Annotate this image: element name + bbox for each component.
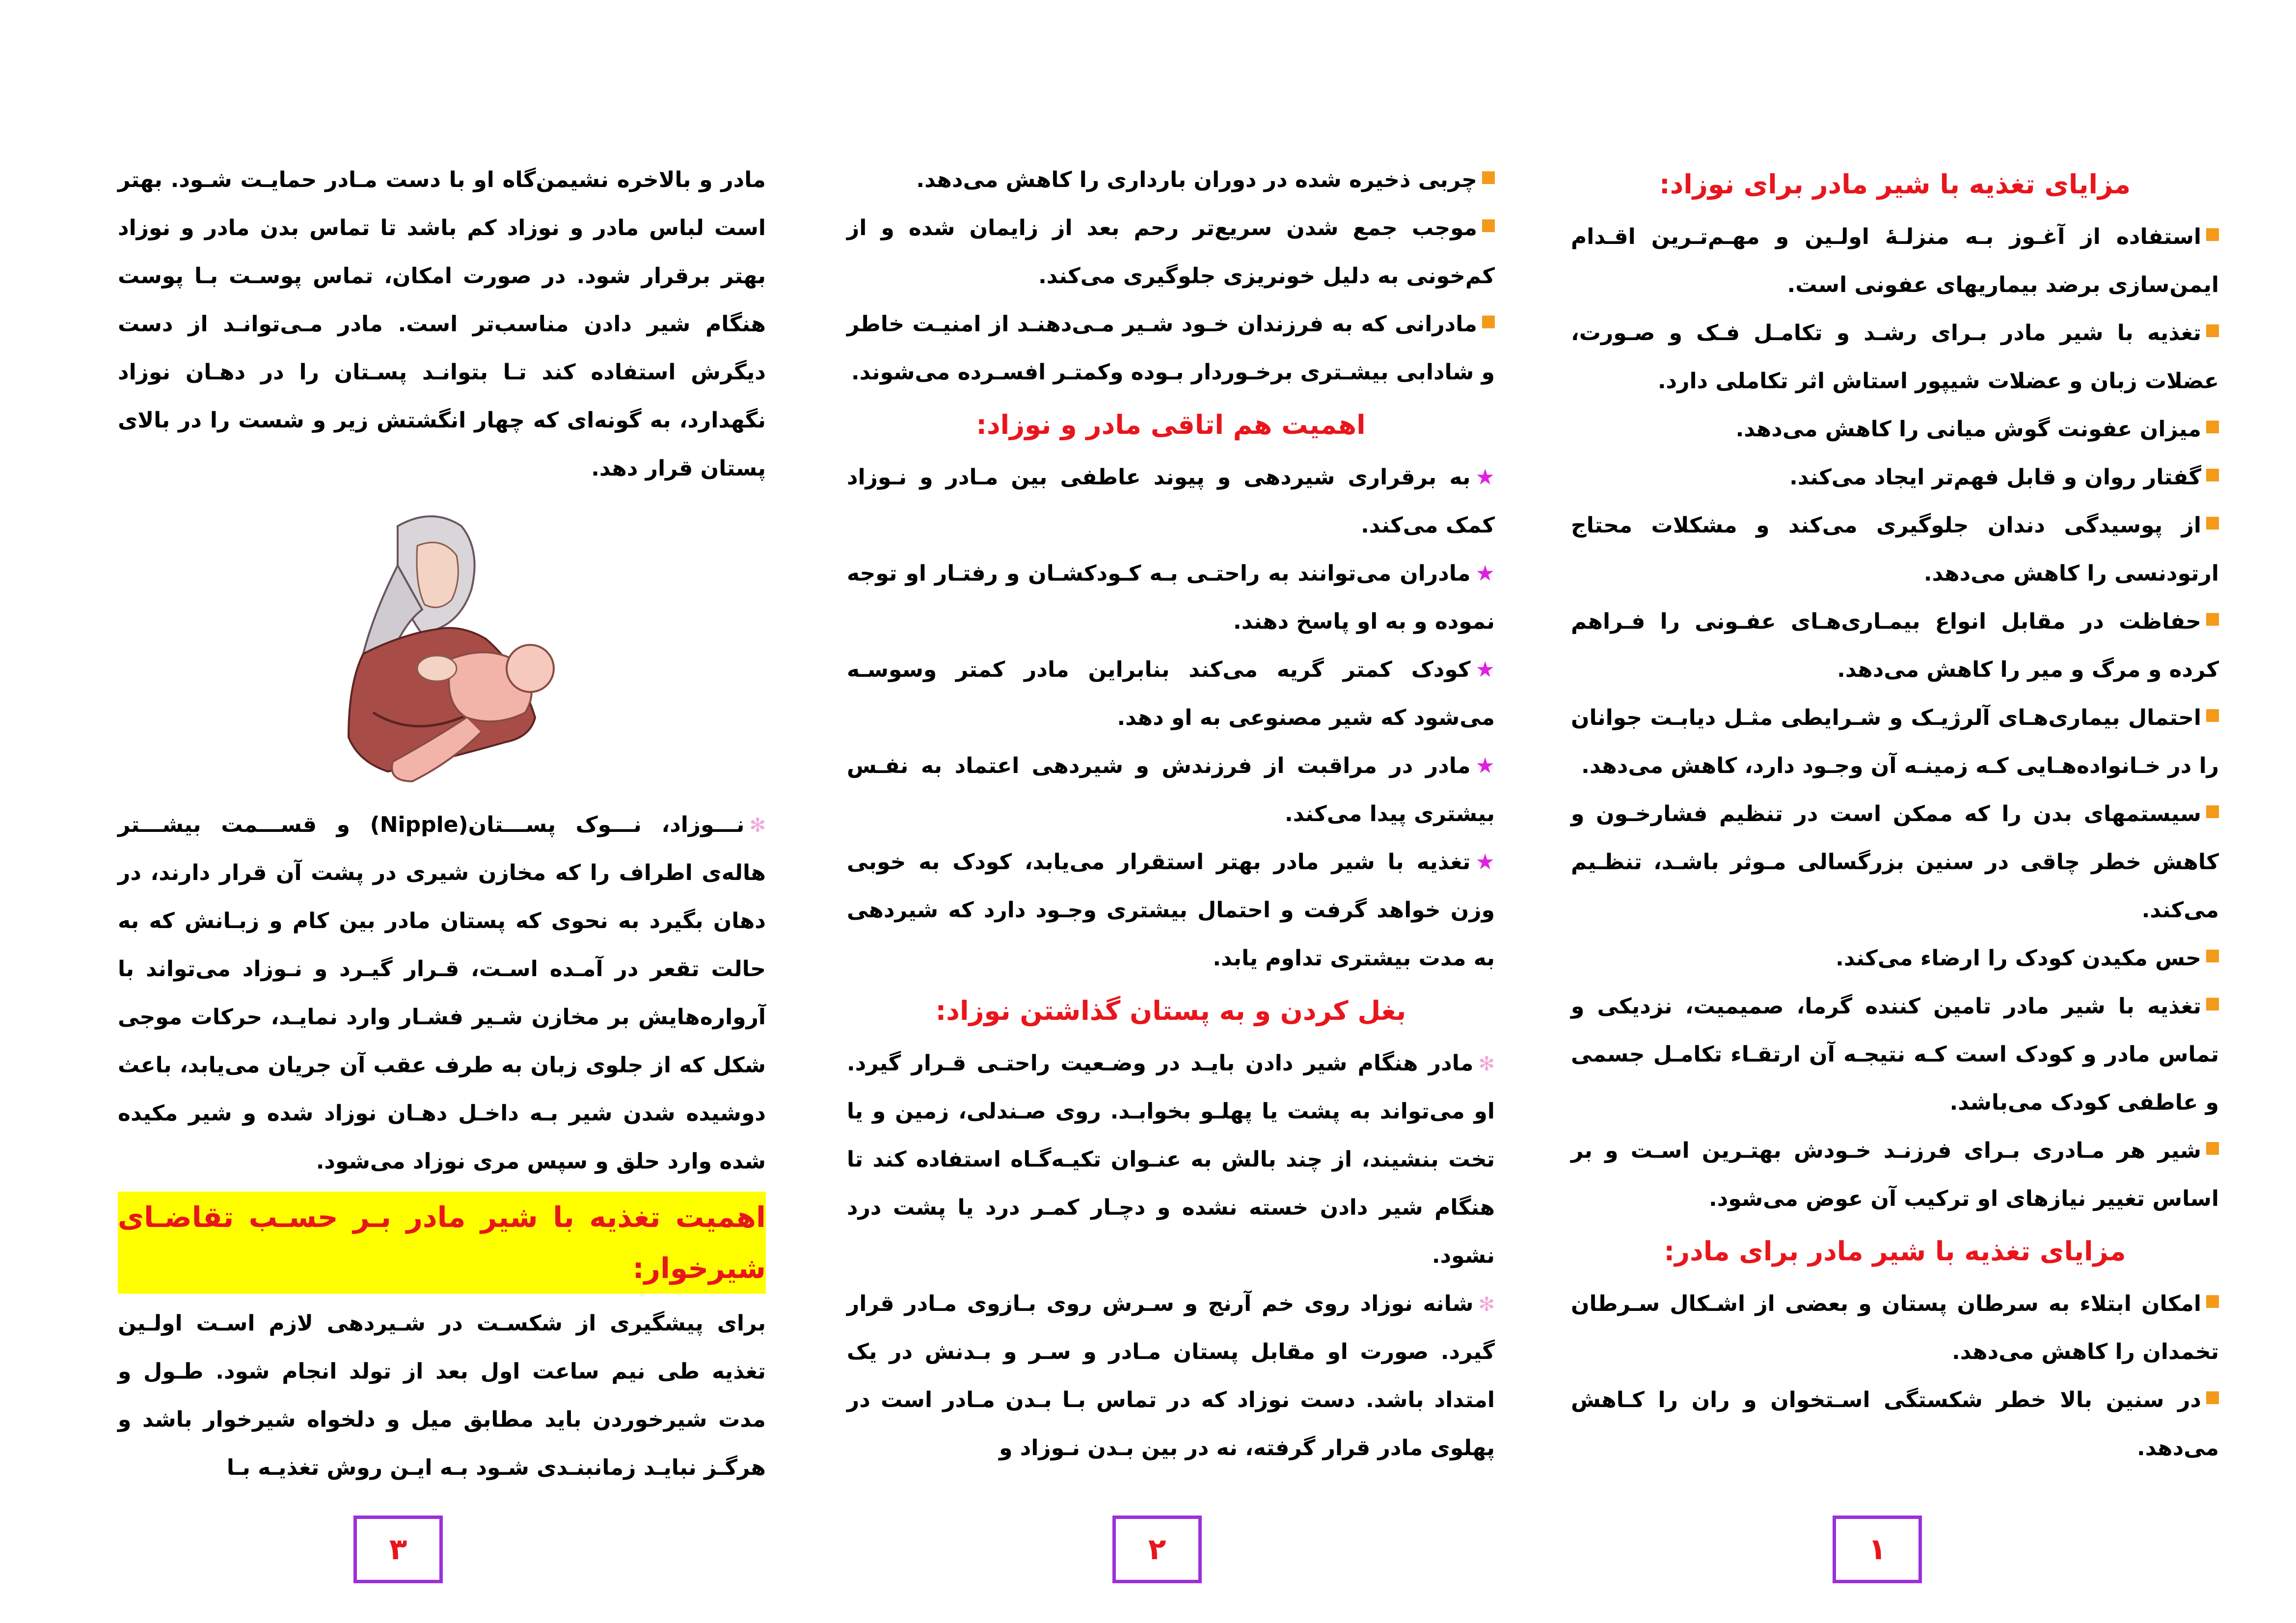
page-3-column (118, 156, 766, 1492)
list-item: ★کودک کمتر گریه می‌کند بنابراین مادر کمتر وسوسـه می‌شود که شیر مصنوعی به او دهد. (847, 657, 1495, 730)
page-1-column (1571, 156, 2219, 1472)
paragraph-support: مادر و بالاخره نشیمن‌گاه او با دست مـادر حمایـت شـود. بهتر است لباس مادر و نوزاد کم باشد تا تماس بدن مادر و نوزاد بهتر برقرار شود. در صورت امکان، تماس پوسـت بـا پوست هنگام شیر دادن مناسب‌تر است. مادر مـی‌توانـد از دست دیگرش استفاده کند تـا بتوانـد پسـتان را در دهـان نوزاد نگهدارد، به گونه‌ای که چهار انگشتش زیر و شست را در بالای پستان قرار دهد. (118, 167, 766, 481)
list-item: احتمال بیماری‌هـای آلرژیـک و شـرایطی مثـل دیابـت جوانان را در خـانواده‌هـایی کـه زمینـه آن وجـود دارد، کاهش می‌دهد. (1571, 705, 2219, 778)
star-bullet-icon: ★ (1475, 850, 1495, 875)
list-item: تغذیه با شیر مادر بـرای رشـد و تکامـل فـک و صـورت، عضلات زبان و عضلات شیپور استاش اثر تکاملی دارد. (1571, 320, 2219, 394)
list-item: مادرانی که به فرزندان خـود شـیر مـی‌دهنـد از امنیـت خاطر و شادابی بیشـتری برخـوردار بـوده وکمتـر افسـرده می‌شوند. (847, 312, 1495, 385)
page-number-2: ۲ (1112, 1516, 1202, 1583)
list-item: موجب جمع شدن سریع‌تر رحم بعد از زایمان شده و از کم‌خونی به دلیل خونریزی جلوگیری می‌کند. (847, 215, 1495, 289)
page-2-column (847, 156, 1495, 1472)
heading-rooming-in: اهمیت هم اتاقی مادر و نوزاد: (976, 409, 1366, 440)
square-bullet-icon (2206, 1142, 2219, 1155)
paragraph-on-demand: برای پیشگیری از شکسـت در شـیردهی لازم اسـت اولـین تغذیه طی نیم ساعت اول بعد از تولد انجام شود. طـول و مدت شیرخوردن باید مطابق میل و دلخواه شیرخوار باشد و هرگـز نبایـد زمانبنـدی شـود بـه ایـن روش تغذیـه بـا (118, 1311, 766, 1480)
square-bullet-icon (2206, 709, 2219, 722)
holding-baby-list (847, 1039, 1495, 1472)
mother-benefits-list (1571, 1280, 2219, 1472)
list-item: استفاده از آغـوز بـه منزلـهٔ اولـین و مهـم‌تـرین اقـدام ایمن‌سازی برضد بیماریهای عفونی است. (1571, 224, 2219, 297)
square-bullet-icon (2206, 1391, 2219, 1404)
breastfeeding-mother-illustration (275, 506, 609, 801)
star-bullet-icon: ★ (1475, 753, 1495, 778)
list-item: ★تغذیه با شیر مادر بهتر استقرار می‌یابد، کودک به خوبی وزن خواهد گرفت و احتمال بیشتری وجـود دارد که شیردهی به مدت بیشتری تداوم یابد. (847, 850, 1495, 971)
list-item: میزان عفونت گوش میانی را کاهش می‌دهد. (1571, 405, 2219, 453)
infant-benefits-list (1571, 213, 2219, 1223)
square-bullet-icon (2206, 469, 2219, 481)
heading-infant-benefits: مزایای تغذیه با شیر مادر برای نوزاد: (1659, 169, 2131, 200)
square-bullet-icon (2206, 228, 2219, 241)
list-item: سیستمهای بدن را که ممکن است در تنظیم فشارخـون و کاهش خطر چاقی در سنین بزرگسالی مـوثر باشـد، تنظـیم می‌کند. (1571, 801, 2219, 923)
list-item: ✻شانه نوزاد روی خم آرنج و سـرش روی بـازوی مـادر قرار گیرد. صورت او مقابل پستان مـادر و سـر و بـدنش در یک امتداد باشد. دست نوزاد که در تماس بـا بـدن مـادر است در پهلوی مادر قرار گرفته، نه در بین بـدن نـوزاد و (847, 1291, 1495, 1461)
square-bullet-icon (1482, 171, 1495, 184)
square-bullet-icon (2206, 324, 2219, 337)
page-number-1: ۱ (1833, 1516, 1922, 1583)
heading-holding-baby: بغل کردن و به پستان گذاشتن نوزاد: (935, 995, 1406, 1026)
list-item: در سنین بالا خطر شکستگی اسـتخوان و ران را کـاهش می‌دهد. (1571, 1387, 2219, 1461)
list-item: تغذیه با شیر مادر تامین کننده گرما، صمیمیت، نزدیکی و تماس مادر و کودک است کـه نتیجـه آن ارتقـاء تکامـل جسمی و عاطفی کودک می‌باشد. (1571, 994, 2219, 1115)
heading-on-demand-feeding: اهمیت تغذیه با شیر مادر بـر حسـب تقاضـای شیرخوار: (118, 1192, 766, 1294)
list-item: ★مادر در مراقبت از فرزندش و شیردهی اعتماد به نفـس بیشتری پیدا می‌کند. (847, 753, 1495, 826)
square-bullet-icon (2206, 998, 2219, 1011)
square-bullet-icon (2206, 517, 2219, 530)
star-bullet-icon: ★ (1475, 657, 1495, 682)
square-bullet-icon (1482, 219, 1495, 232)
rooming-in-list (847, 453, 1495, 983)
star-bullet-icon: ★ (1475, 465, 1495, 490)
mother-benefits-list-continued (847, 156, 1495, 397)
square-bullet-icon (2206, 805, 2219, 818)
page-number-3: ۳ (353, 1516, 443, 1583)
list-item: ✻مادر هنگام شیر دادن بایـد در وضـعیت راحتـی قـرار گیرد. او می‌تواند به پشت یا پهلـو بخوابـد. روی صـندلی، زمین و یا تخت بنشیند، از چند بالش به عنـوان تکیـه‌گـاه استفاده کند تا هنگام شیر دادن خسته نشده و دچـار کمـر درد یا پشت درد نشود. (847, 1051, 1495, 1268)
list-item: از پوسیدگی دندان جلوگیری می‌کند و مشکلات محتاج ارتودنسی را کاهش می‌دهد. (1571, 513, 2219, 586)
list-item: حس مکیدن کودک را ارضاء می‌کند. (1571, 934, 2219, 983)
flower-bullet-icon: ✻ (1478, 1053, 1495, 1075)
heading-mother-benefits: مزایای تغذیه با شیر مادر برای مادر: (1664, 1236, 2126, 1267)
list-item: ★مادران می‌توانند به راحتـی بـه کـودکشـان و رفتـار او توجه نموده و به او پاسخ دهند. (847, 561, 1495, 634)
star-bullet-icon: ★ (1475, 561, 1495, 586)
flower-bullet-icon: ✻ (1478, 1293, 1495, 1316)
list-item: گفتار روان و قابل فهم‌تر ایجاد می‌کند. (1571, 453, 2219, 502)
square-bullet-icon (2206, 613, 2219, 626)
list-item: چربی ذخیره شده در دوران بارداری را کاهش می‌دهد. (847, 156, 1495, 204)
list-item: ★به برقراری شیردهی و پیوند عاطفی بین مـادر و نـوزاد کمک می‌کند. (847, 465, 1495, 538)
square-bullet-icon (2206, 421, 2219, 433)
list-item: حفاظت در مقابل انواع بیمـاری‌هـای عفـونی را فـراهم کرده و مرگ و میر را کاهش می‌دهد. (1571, 609, 2219, 682)
list-item-nipple: ✻نـــوزاد، نـــوک پســـتان(Nipple) و قســـمت بیشـــتر هاله‌ی اطراف را که مخازن شیری در پشت آن قرار دارند، در دهان بگیرد به نحوی که پستان مادر بین کام و زبـانش که به حالت تقعر در آمـده اسـت، قـرار گیـرد و نـوزاد می‌تواند با آرواره‌هایش بر مخازن شـیر فشـار وارد نمایـد، حرکات موجی شکل که از جلوی زبان به طرف عقب آن جریان می‌یابد، باعث دوشیده شدن شیر بـه داخـل دهـان نوزاد شده و شیر مکیده شده وارد حلق و سپس مری نوزاد می‌شود. (118, 812, 766, 1174)
list-item: امکان ابتلاء به سرطان پستان و بعضی از اشـکال سـرطان تخمدان را کاهش می‌دهد. (1571, 1291, 2219, 1364)
flower-bullet-icon: ✻ (749, 814, 766, 837)
square-bullet-icon (2206, 1295, 2219, 1308)
square-bullet-icon (1482, 316, 1495, 328)
list-item: شیر هر مـادری بـرای فرزنـد خـودش بهتـرین اسـت و بر اساس تغییر نیازهای او ترکیب آن عوض می‌شود. (1571, 1138, 2219, 1211)
square-bullet-icon (2206, 950, 2219, 962)
